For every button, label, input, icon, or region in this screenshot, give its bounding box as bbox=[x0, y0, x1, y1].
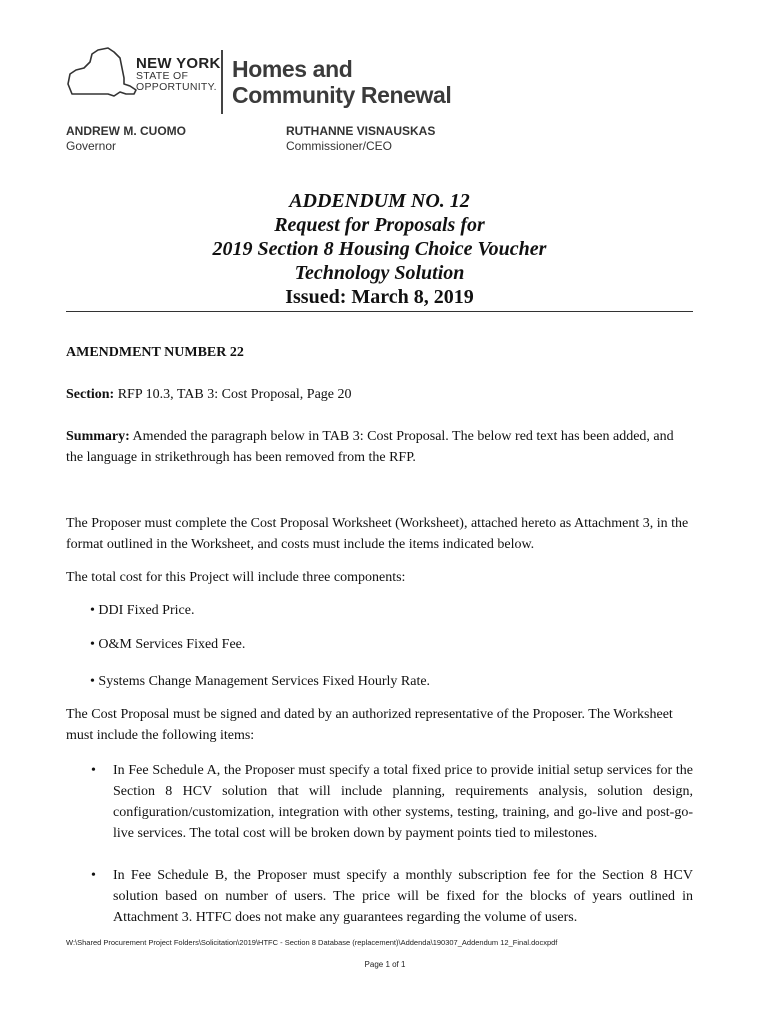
title-line3: 2019 Section 8 Housing Choice Voucher bbox=[212, 238, 547, 260]
issued-date: Issued: March 8, 2019 bbox=[285, 286, 474, 308]
section-line bbox=[66, 384, 693, 405]
commissioner-block bbox=[286, 124, 435, 154]
component-ddi: • DDI Fixed Price. bbox=[90, 603, 195, 618]
summary-text: Amended the paragraph below in TAB 3: Cost Proposal. The below red text has been added, and the language in strikethrough has been removed from the RFP. bbox=[66, 429, 674, 465]
title-line2: Request for Proposals for bbox=[274, 214, 485, 236]
title-line4: Technology Solution bbox=[294, 262, 465, 284]
component-om: • O&M Services Fixed Fee. bbox=[90, 637, 246, 652]
governor-title: Governor bbox=[66, 139, 117, 153]
document-title bbox=[66, 189, 693, 309]
agency-line2: Community Renewal bbox=[232, 82, 452, 108]
bullet-glyph: • bbox=[91, 763, 96, 778]
ny-wordmark-line1: NEW YORK bbox=[136, 55, 221, 72]
summary-paragraph bbox=[66, 426, 693, 468]
page-number: Page 1 of 1 bbox=[364, 960, 406, 969]
ny-state-wordmark bbox=[136, 56, 221, 93]
ny-wordmark-line2: STATE OF bbox=[136, 70, 189, 82]
worksheet-paragraph: The Proposer must complete the Cost Proposal Worksheet (Worksheet), attached hereto as Attachment 3, in the format outlined in the Worksheet, and costs must include the items indicated below. bbox=[66, 516, 689, 552]
component-systems-change: • Systems Change Management Services Fixed Hourly Rate. bbox=[90, 674, 431, 689]
title-line1: ADDENDUM NO. 12 bbox=[289, 190, 470, 212]
logo-divider bbox=[221, 50, 223, 114]
governor-block bbox=[66, 124, 186, 154]
summary-label: Summary: bbox=[66, 429, 130, 444]
commissioner-name: RUTHANNE VISNAUSKAS bbox=[286, 124, 436, 138]
agency-wordmark bbox=[232, 56, 451, 108]
ny-wordmark-line3: OPPORTUNITY. bbox=[136, 81, 217, 93]
amendment-heading: AMENDMENT NUMBER 22 bbox=[66, 345, 244, 360]
new-york-state-map-logo-icon bbox=[62, 44, 142, 102]
governor-name: ANDREW M. CUOMO bbox=[66, 124, 186, 138]
file-path-footer: W:\Shared Procurement Project Folders\Solicitation\2019\HTFC - Section 8 Database (replacement)\Addenda\190307_Addendum 12_Final.docxpdf bbox=[66, 938, 558, 947]
cost-proposal-paragraph: The Cost Proposal must be signed and dated by an authorized representative of the Proposer. The Worksheet must include the following items: bbox=[66, 707, 673, 743]
fee-schedule-a-item: In Fee Schedule A, the Proposer must specify a total fixed price to provide initial setup services for the Section 8 HCV solution that will include planning, requirements analysis, solution design, configuration/customization, integration with other systems, testing, training, and go-live and post-go-live services. The total cost will be broken down by payment points tied to milestones. bbox=[113, 763, 693, 841]
title-rule bbox=[66, 311, 693, 312]
commissioner-title: Commissioner/CEO bbox=[286, 139, 393, 153]
section-text: RFP 10.3, TAB 3: Cost Proposal, Page 20 bbox=[114, 387, 352, 402]
fee-schedule-b-item: In Fee Schedule B, the Proposer must specify a monthly subscription fee for the Section 8 HCV solution based on number of users. The price will be fixed for the blocks of years outlined in Attachment 3. HTFC does not make any guarantees regarding the volume of users. bbox=[113, 868, 693, 925]
components-intro: The total cost for this Project will include three components: bbox=[66, 570, 406, 585]
section-label: Section: bbox=[66, 387, 115, 402]
agency-line1: Homes and bbox=[232, 56, 353, 82]
bullet-glyph: • bbox=[91, 868, 96, 883]
